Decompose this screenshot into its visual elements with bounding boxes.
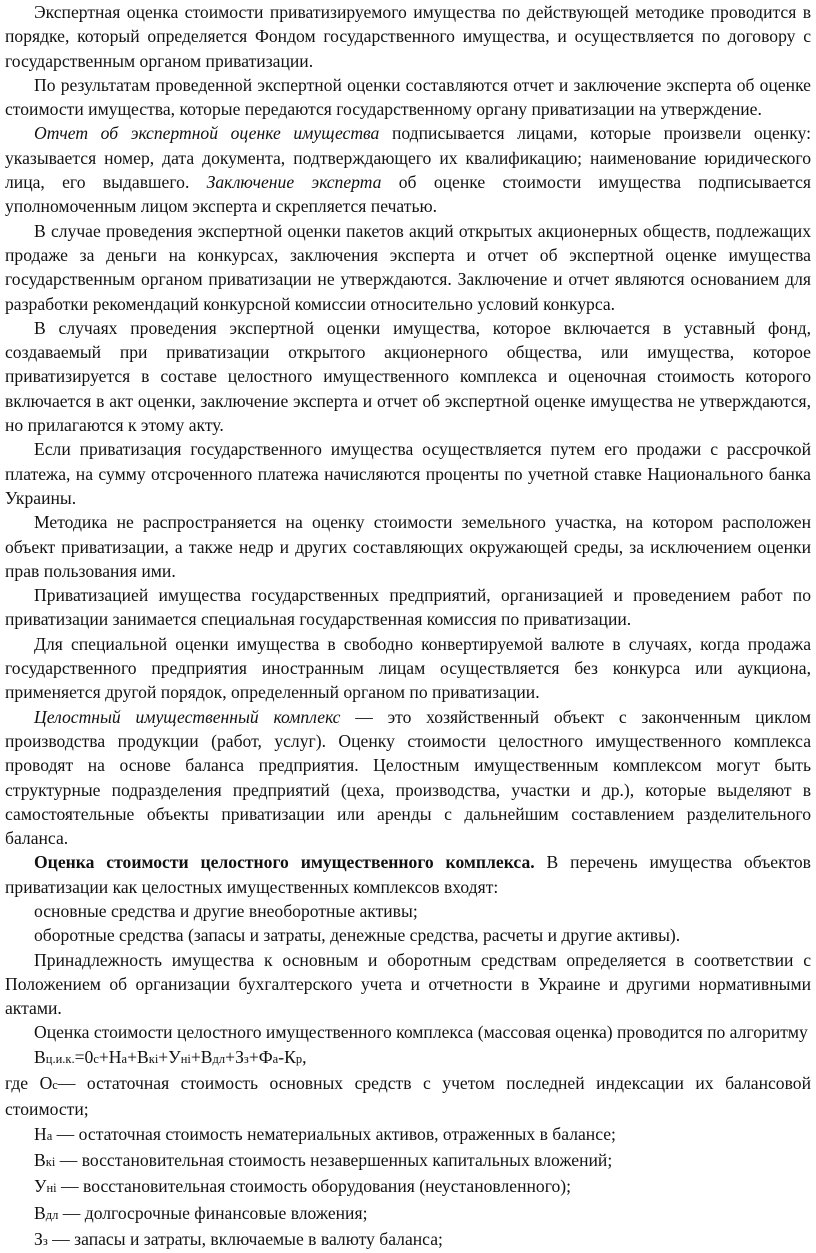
paragraph-report-signing — [5, 121, 811, 218]
paragraph-installment: Если приватизация государственного имущества осуществляется путем его продажи с рассрочкой платежа, на сумму отсроченного платежа начисляются проценты по учетной ставке Национального банка Украины. — [5, 439, 811, 508]
formula-term-sub: кі — [148, 1051, 159, 1066]
definition-sub: кі — [45, 1154, 56, 1169]
definition-text: — запасы и затраты, включаемые в валюту баланса; — [47, 1228, 443, 1249]
definition-item — [5, 1201, 811, 1227]
definition-sub: ні — [46, 1181, 57, 1196]
formula-term-var: +Ф — [248, 1046, 273, 1067]
formula-term-var: -К — [278, 1046, 296, 1067]
term-conclusion: Заключение эксперта — [206, 172, 382, 193]
section-heading-complex-valuation: Оценка стоимости целостного имущественного комплекса. — [34, 852, 535, 873]
definition-sub: з — [42, 1233, 48, 1248]
definition-sub: дл — [45, 1207, 59, 1222]
definition-item — [5, 1174, 811, 1200]
paragraph-algorithm-intro: Оценка стоимости целостного имущественного комплекса (массовая оценка) проводится по алгоритму — [34, 1022, 808, 1043]
definition-item — [5, 1148, 811, 1174]
valuation-formula — [5, 1045, 811, 1071]
formula-tail: , — [302, 1046, 307, 1067]
formula-term-sub: ні — [180, 1051, 191, 1066]
term-integral-complex: Целостный имущественный комплекс — [34, 706, 341, 727]
formula-rhs — [75, 1047, 303, 1067]
definition-text: — остаточная стоимость нематериальных активов, отраженных в балансе; — [52, 1123, 616, 1144]
paragraph-foreign-currency: Для специальной оценки имущества в свободно конвертируемой валюте в случаях, когда продажа государственного предприятия иностранным лицам осуществляется без конкурса или аукциона, применяется другой порядок, определенный органом по приватизации. — [5, 633, 811, 703]
formula-term-sub: р — [295, 1051, 303, 1066]
definition-var: Н — [34, 1123, 47, 1144]
paragraph-report-text: подписывается лицами, которые произвели оценку: указывается номер, дата документа, подтверждающего их квалификацию; наименование юридического лица, его выдавшего. — [5, 123, 812, 193]
paragraph-method-scope: Методика не распространяется на оценку стоимости земельного участка, на котором расположен объект приватизации, а также недр и других составляющих окружающей среды, за исключением оценки прав пользования ими. — [5, 512, 811, 581]
formula-term-var: =0 — [74, 1046, 94, 1067]
definition-var: В — [34, 1149, 46, 1170]
definition-var: О — [39, 1073, 53, 1094]
formula-term-var: +Н — [98, 1046, 122, 1067]
formula-term-sub: дл — [212, 1051, 226, 1066]
formula-term-sub: а — [121, 1051, 128, 1066]
definition-var: У — [34, 1176, 47, 1197]
paragraph-expert-assessment: Экспертная оценка стоимости приватизируемого имущества по действующей методике проводится в порядке, который определяется Фондом государственного имущества, и осуществляется по договору с государственным органом приватизации. — [5, 2, 811, 71]
formula-term-var: +В — [190, 1046, 213, 1067]
formula-lhs-sub: ц.и.к. — [45, 1051, 75, 1066]
formula-term-var: +З — [225, 1046, 244, 1067]
definitions-list — [5, 1071, 811, 1253]
paragraph-charter-fund: В случаях проведения экспертной оценки имущества, которое включается в уставный фонд, создаваемый при приватизации открытого акционерного общества, или имущества, которое приватизируется в составе целостного имущественного комплекса и оценочная стоимость которого включается в акт оценки, заключение эксперта и отчет об экспертной оценке имущества не утверждаются, но прилагаются к этому акту. — [5, 317, 811, 436]
definition-item — [5, 1122, 811, 1148]
definition-item — [5, 1071, 811, 1122]
list-item: основные средства и другие внеоборотные активы; — [34, 900, 418, 921]
definition-text: — долгосрочные финансовые вложения; — [58, 1202, 368, 1223]
paragraph-results: По результатам проведенной экспертной оценки составляются отчет и заключение эксперта об оценке стоимости имущества, которые передаются государственному органу приватизации на утверждение. — [5, 74, 811, 120]
formula-term-var: +У — [158, 1046, 181, 1067]
definition-sub: с — [52, 1078, 58, 1093]
paragraph-complex-valuation-text: В перечень имущества объектов приватизации как целостных имущественных комплексов входят: — [5, 852, 811, 897]
definition-text: — остаточная стоимость основных средств с учетом последней индексации их балансовой стоимости; — [5, 1073, 811, 1120]
paragraph-asset-classification: Принадлежность имущества к основным и оборотным средствам определяется в соответствии с Положением об организации бухгалтерского учета и отчетности в Украине и другими нормативными актами. — [5, 949, 811, 1019]
formula-term-sub: с — [93, 1051, 99, 1066]
definition-var: В — [34, 1202, 46, 1223]
paragraph-integral-complex-text: — это хозяйственный объект с законченным циклом производства продукции (работ, услуг). Оценку стоимости целостного имущественного комплекса проводят на основе баланса предприятия. Целостным имущественным комплексом могут быть структурные подразделения предприятий (цеха, производства, участки и др.), которые выделяют в самостоятельные объекты приватизации или аренды с дальнейшим составлением разделительного баланса. — [5, 706, 811, 849]
term-report: Отчет об экспертной оценке имущества — [34, 123, 380, 144]
definition-text: — восстановительная стоимость незавершенных капитальных вложений; — [55, 1149, 613, 1170]
paragraph-complex-valuation — [5, 850, 811, 899]
formula-term-var: +В — [127, 1046, 149, 1067]
definition-var: З — [34, 1228, 43, 1249]
formula-lhs-var: В — [34, 1046, 46, 1067]
formula-term-sub: а — [272, 1051, 279, 1066]
definition-sub: а — [46, 1128, 53, 1143]
paragraph-shares-assessment: В случае проведения экспертной оценки пакетов акций открытых акционерных обществ, подлежащих продаже за деньги на конкурсах, заключения эксперта и отчет об экспертной оценке имущества государственным органом приватизации не утверждаются. Заключение и отчет являются основанием для разработки рекомендаций конкурсной комиссии относительно условий конкурса. — [5, 220, 811, 314]
definition-item — [5, 1227, 811, 1253]
definition-text: — восстановительная стоимость оборудования (неустановленного); — [56, 1176, 572, 1197]
paragraph-commission: Приватизацией имущества государственных предприятий, организацией и проведением работ по приватизации занимается специальная государственная комиссия по приватизации. — [5, 585, 811, 630]
paragraph-integral-complex — [5, 705, 811, 851]
list-item: оборотные средства (запасы и затраты, денежные средства, расчеты и другие активы). — [34, 925, 681, 946]
paragraph-conclusion-text: об оценке стоимости имущества подписывается уполномоченным лицом эксперта и скрепляется печатью. — [5, 172, 811, 217]
formula-term-sub: з — [243, 1051, 249, 1066]
definition-prefix: где — [5, 1073, 40, 1094]
